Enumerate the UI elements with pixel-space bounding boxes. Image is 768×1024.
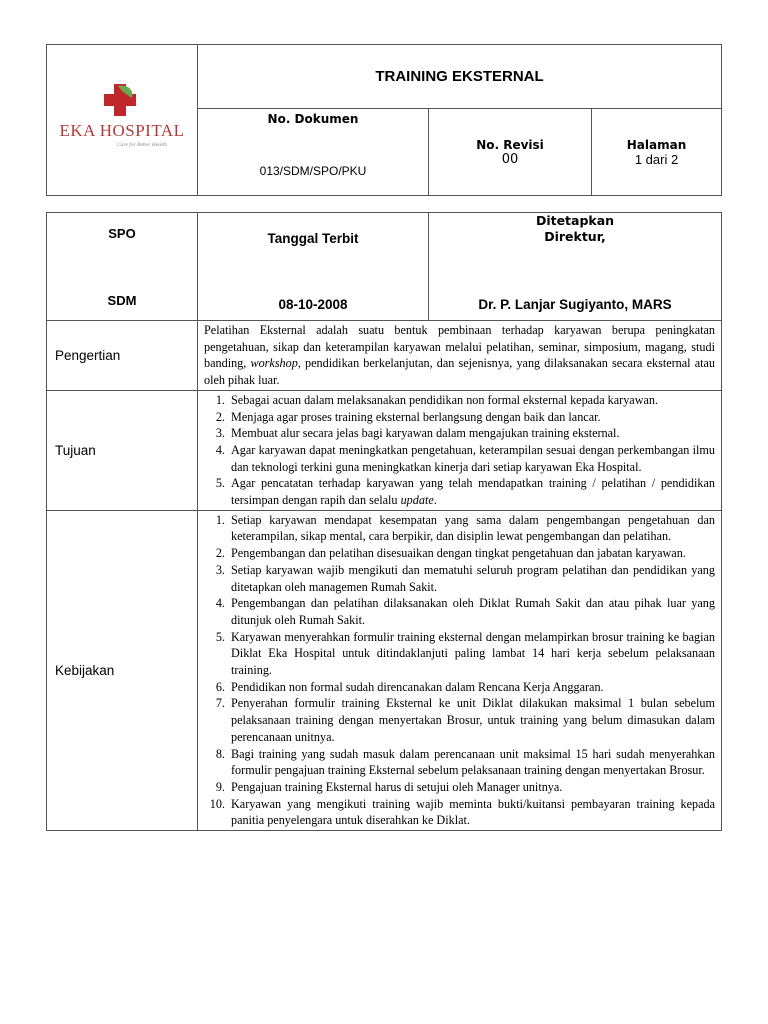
logo-brand: EKA HOSPITAL: [59, 120, 185, 140]
spo-label: SPO: [108, 226, 136, 241]
revision-value: 00: [501, 151, 519, 167]
doc-number-value: 013/SDM/SPO/PKU: [259, 164, 367, 179]
kebijakan-row: [47, 510, 722, 830]
sdm-label: SDM: [107, 293, 137, 308]
kebijakan-list: [204, 512, 715, 829]
item5-text-italic: update: [400, 493, 434, 508]
tujuan-content: [198, 390, 722, 510]
cross-icon: [104, 84, 136, 116]
list-item: 9. Pengajuan training Eksternal harus di setujui oleh Manager unitnya.: [228, 779, 715, 796]
tujuan-list: [204, 392, 715, 509]
pengertian-text: [198, 321, 722, 391]
list-item: 4. Agar karyawan dapat meningkatkan pengetahuan, keterampilan sesuai dengan perkembangan ilmu dan teknologi terkini guna meningkatkan kinerja dari setiap karyawan Eka Hospital.: [228, 442, 715, 475]
list-item: 3. Setiap karyawan wajib mengikuti dan mematuhi seluruh program pelatihan dan pendidikan yang ditetapkan oleh managemen Rumah Sakit.: [228, 562, 715, 595]
revision-label: No. Revisi: [476, 137, 544, 152]
page-cell: [592, 109, 722, 196]
hospital-logo: [52, 82, 192, 154]
kebijakan-content: [198, 510, 722, 830]
list-item: [228, 475, 715, 508]
document-title: TRAINING EKSTERNAL: [198, 45, 722, 109]
list-item: 1. Setiap karyawan mendapat kesempatan yang sama dalam pengembangan pengetahuan dan keterampilan, sikap mental, cara berpikir, dan disiplin lewat pengembangan dan pelatihan.: [228, 512, 715, 545]
pengertian-row: [47, 321, 722, 391]
header-table: [46, 44, 722, 196]
tujuan-row: [47, 390, 722, 510]
list-item: 8. Bagi training yang sudah masuk dalam perencanaan unit maksimal 15 hari sudah menyerahkan formulir pengajuan training Eksternal sebelum pelaksanaan training dengan menyertakan Brosur.: [228, 746, 715, 779]
list-item: 4. Pengembangan dan pelatihan dilaksanakan oleh Diklat Rumah Sakit dan atau pihak luar yang ditunjuk oleh Rumah Sakit.: [228, 595, 715, 628]
list-item: 2. Pengembangan dan pelatihan disesuaikan dengan tingkat pengetahuan dan jabatan karyawan.: [228, 545, 715, 562]
page-value: 1 dari 2: [634, 151, 679, 167]
pengertian-text-b: , pendidikan berkelanjutan, dan sejenisnya, yang dilaksanakan secara eksternal atau oleh pihak luar.: [204, 356, 715, 388]
doc-number-label: No. Dokumen: [267, 112, 359, 127]
list-item: 6. Pendidikan non formal sudah direncanakan dalam Rencana Kerja Anggaran.: [228, 679, 715, 696]
page-label: Halaman: [626, 137, 687, 152]
list-item: 2. Menjaga agar proses training eksternal berlangsung dengan baik dan lancar.: [228, 409, 715, 426]
list-item: 5. Karyawan menyerahkan formulir training eksternal dengan melampirkan brosur training ke bagian Diklat Eka Hospital untuk ditindaklanjuti paling lambat 14 hari kerja sebelum pelaksanaan training.: [228, 629, 715, 679]
pengertian-text-a: Pelatihan Eksternal adalah suatu bentuk pembinaan terhadap karyawan berupa peningkatan pengetahuan, sikap dan keterampilan karyawan melalui pelatihan, seminar, simposium, magang, studi banding,: [204, 323, 715, 371]
direktur-text: Direktur,: [544, 229, 606, 244]
item5-text-b: .: [433, 493, 437, 508]
item5-text-a: Agar pencatatan terhadap karyawan yang telah mendapatkan training / pelatihan / pendidikan tersimpan dengan rapih dan selalu: [231, 476, 715, 508]
tujuan-label: Tujuan: [47, 390, 198, 510]
list-item: 1. Sebagai acuan dalam melaksanakan pendidikan non formal eksternal kepada karyawan.: [228, 392, 715, 409]
list-item: 3. Membuat alur secara jelas bagi karyawan dalam mengajukan training eksternal.: [228, 425, 715, 442]
approval-cell: [429, 213, 722, 321]
director-name: Dr. P. Lanjar Sugiyanto, MARS: [478, 297, 672, 312]
date-cell: [198, 213, 429, 321]
signature-row: [47, 213, 722, 321]
revision-cell: [429, 109, 592, 196]
issue-date-label: Tanggal Terbit: [267, 231, 359, 246]
approval-label: [429, 213, 721, 245]
pengertian-label: Pengertian: [47, 321, 198, 391]
issue-date-value: 08-10-2008: [278, 297, 348, 312]
ditetapkan-text: Ditetapkan: [535, 213, 615, 228]
pengertian-text-italic: workshop: [250, 356, 298, 371]
doc-number-cell: [198, 109, 429, 196]
logo-cell: [47, 45, 198, 196]
spo-cell: [47, 213, 198, 321]
list-item: 7. Penyerahan formulir training Eksternal ke unit Diklat dilakukan maksimal 1 bulan sebelum pelaksanaan training dengan menyertakan Brosur, untuk training yang belum dimasukan dalam perencanaan unitnya.: [228, 695, 715, 745]
kebijakan-label: Kebijakan: [47, 510, 198, 830]
logo-tagline: Care for Better Health: [117, 141, 167, 148]
procedure-table: [46, 212, 722, 831]
list-item: 10. Karyawan yang mengikuti training wajib meminta bukti/kuitansi pembayaran training kepada panitia penyelengara untuk diserahkan ke Diklat.: [228, 796, 715, 829]
